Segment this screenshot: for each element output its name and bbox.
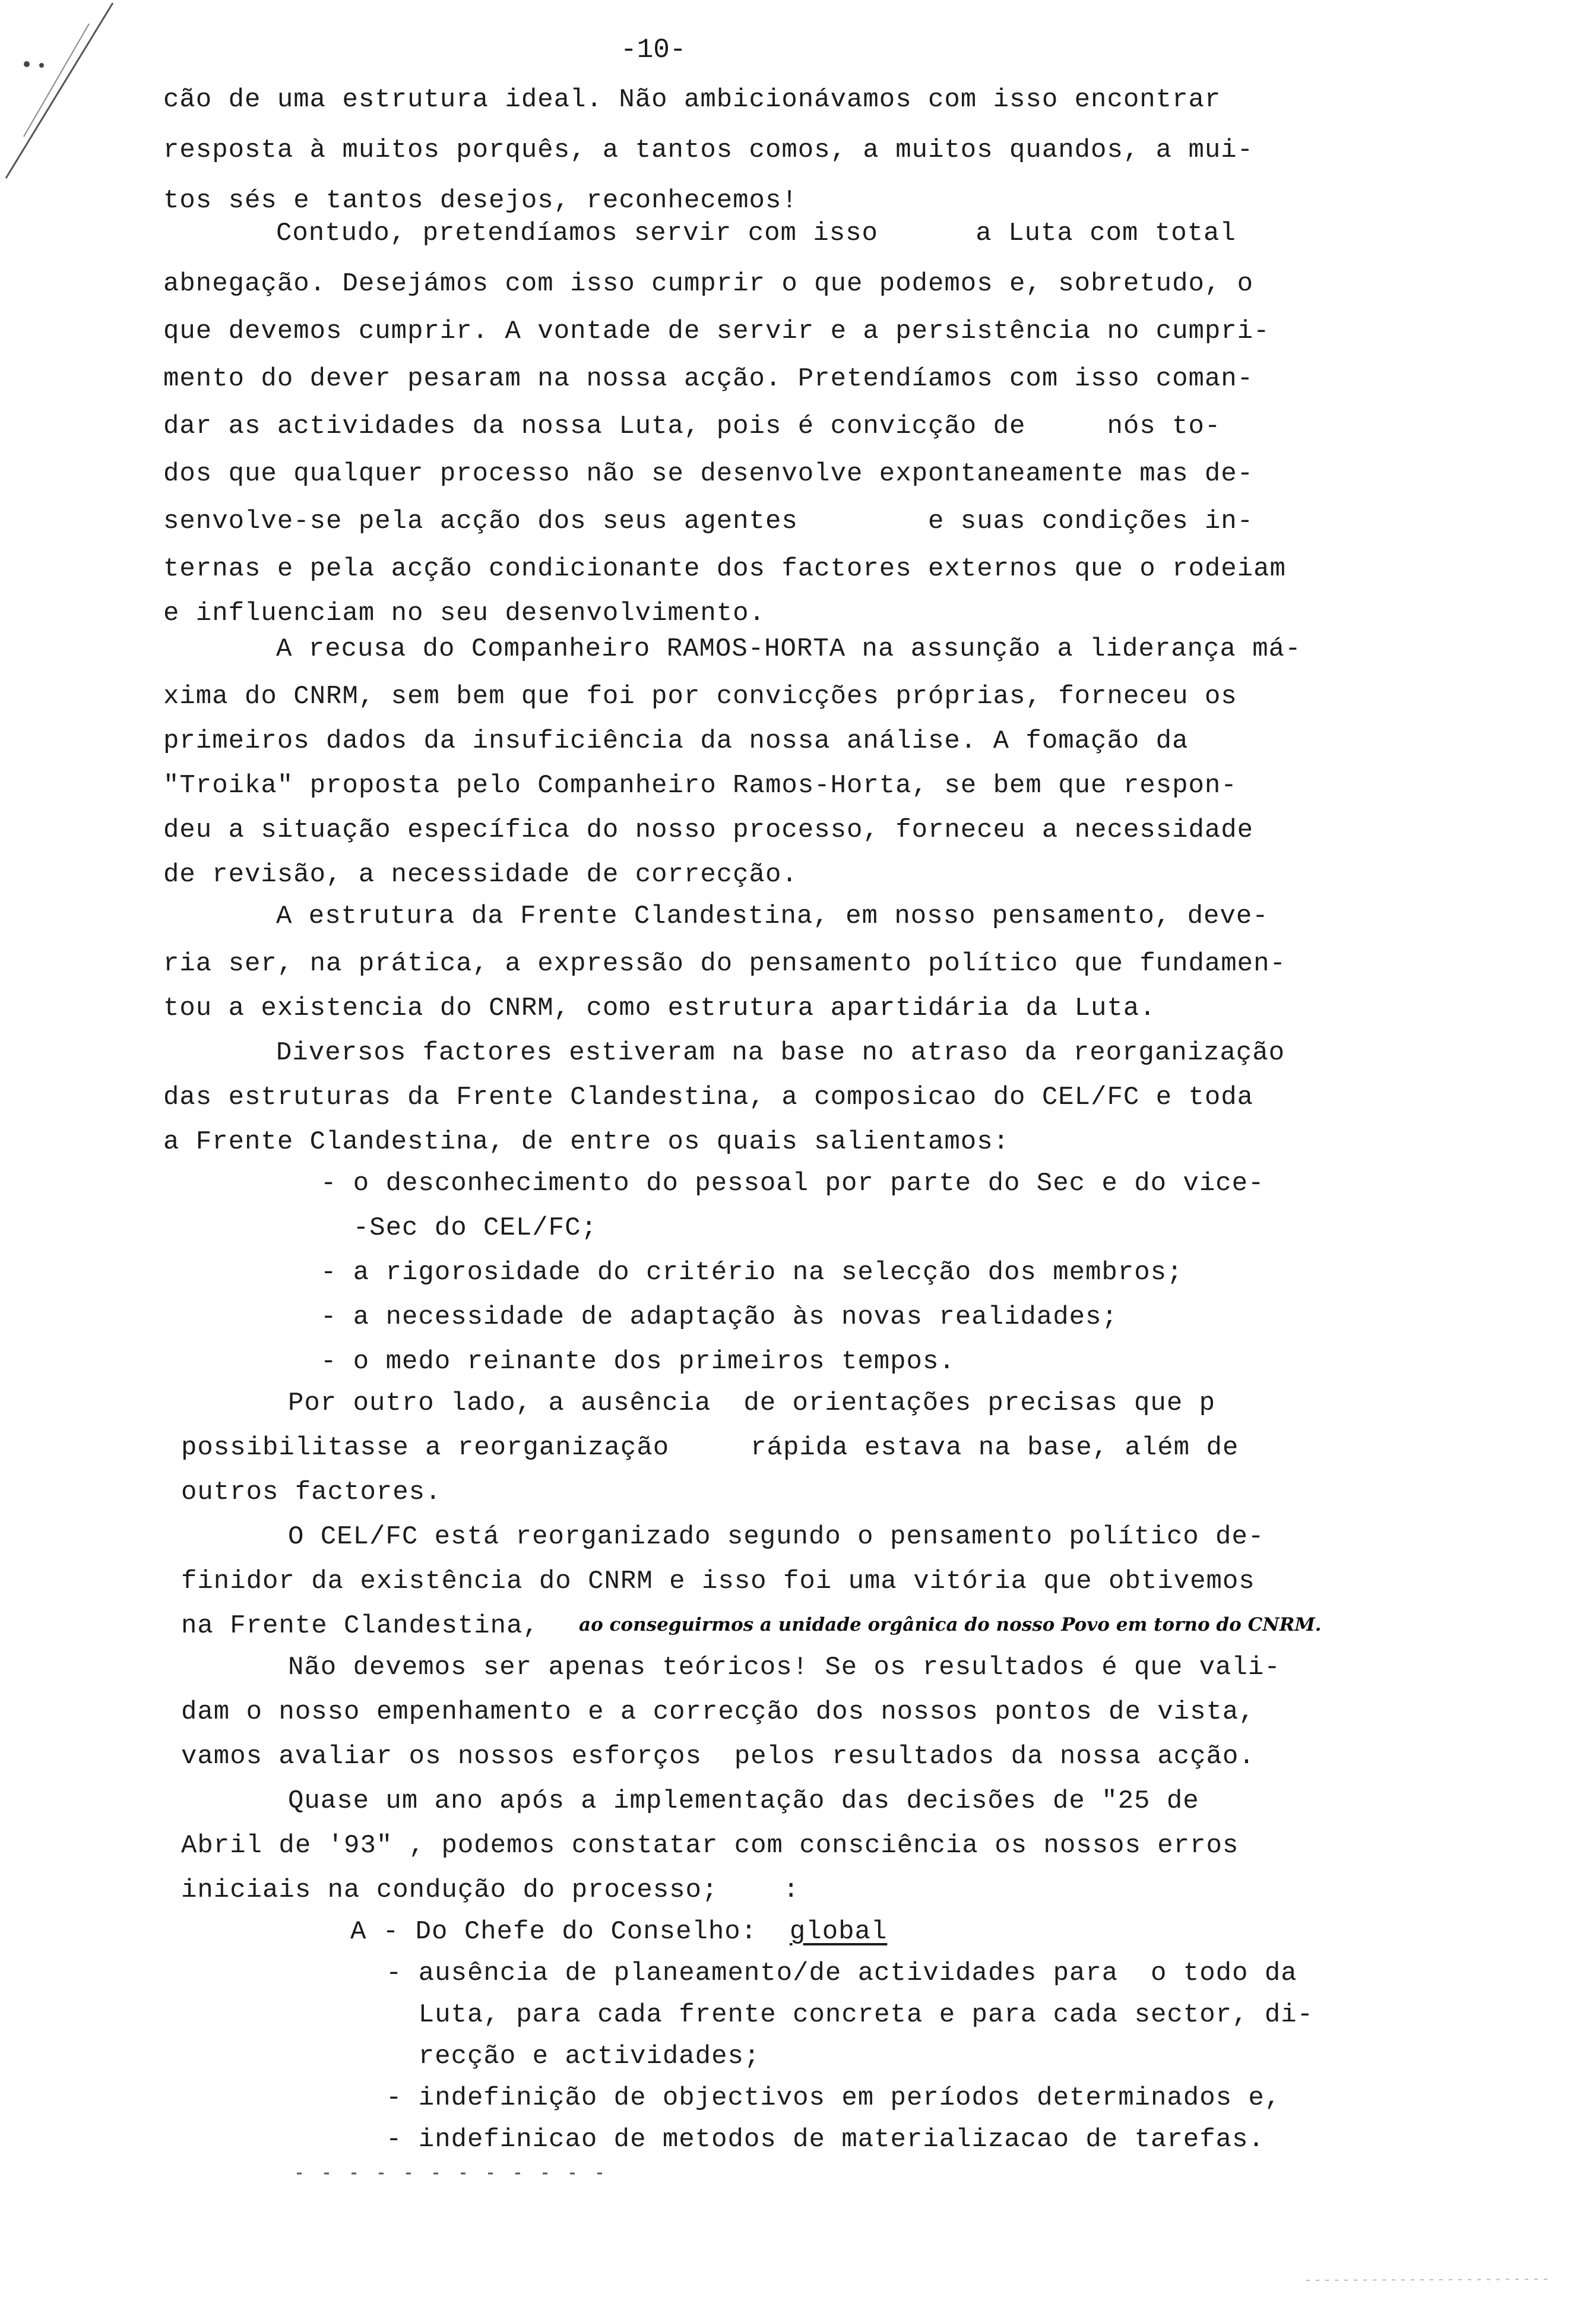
text-line: Abril de '93" , podemos constatar com consciência os nossos erros (181, 1831, 1239, 1861)
text-line: O CEL/FC está reorganizado segundo o pensamento político de- (288, 1522, 1265, 1552)
text-line: xima do CNRM, sem bem que foi por convicções próprias, forneceu os (163, 682, 1237, 711)
text-line: Não devemos ser apenas teóricos! Se os resultados é que vali- (288, 1653, 1281, 1682)
text-line: cão de uma estrutura ideal. Não ambicionávamos com isso encontrar (163, 85, 1221, 115)
text-line: finidor da existência do CNRM e isso foi uma vitória que obtivemos (181, 1567, 1255, 1596)
page-number: -10- (620, 34, 686, 65)
list-item: recção e actividades; (386, 2042, 761, 2071)
text-line: Contudo, pretendíamos servir com isso a Luta com total (276, 219, 1236, 248)
section-heading: A - Do Chefe do Conselho: global (350, 1917, 888, 1947)
text-line: resposta à muitos porquês, a tantos comos, a muitos quandos, a mui- (163, 135, 1254, 165)
text-line: que devemos cumprir. A vontade de servir e a persistência no cumpri- (163, 317, 1270, 346)
text-line: Diversos factores estiveram na base no atraso da reorganização (276, 1038, 1285, 1068)
text-line: senvolve-se pela acção dos seus agentes e suas condições in- (163, 507, 1254, 536)
list-item: - indefinicao de metodos de materializacao de tarefas. (386, 2125, 1265, 2154)
text-line: ria ser, na prática, a expressão do pensamento político que fundamen- (163, 949, 1286, 979)
text-line: tos sés e tantos desejos, reconhecemos! (163, 186, 798, 216)
text-line: e influenciam no seu desenvolvimento. (163, 599, 765, 628)
list-item: - ausência de planeamento/de actividades para o todo da (386, 1959, 1297, 1988)
text-line: dam o nosso empenhamento e a correcção dos nossos pontos de vista, (181, 1697, 1255, 1727)
text-line: Quase um ano após a implementação das decisões de "25 de (288, 1786, 1199, 1816)
text-line: a Frente Clandestina, de entre os quais salientamos: (163, 1127, 1010, 1157)
section-heading-global: global (789, 1917, 888, 1947)
scan-mark-bottom (1306, 2268, 1556, 2292)
text-line: Por outro lado, a ausência de orientações precisas que p (288, 1388, 1216, 1418)
text-line: mento do dever pesaram na nossa acção. Pretendíamos com isso coman- (163, 364, 1254, 394)
text-line: de revisão, a necessidade de correcção. (163, 860, 798, 890)
text-line: "Troika" proposta pelo Companheiro Ramos-Horta, se bem que respon- (163, 771, 1237, 801)
text-line: A recusa do Companheiro RAMOS-HORTA na assunção a liderança má- (276, 634, 1302, 664)
text-line: abnegação. Desejámos com isso cumprir o que podemos e, sobretudo, o (163, 269, 1254, 299)
list-item: - indefinição de objectivos em períodos determinados e, (386, 2083, 1281, 2113)
list-item: - a rigorosidade do critério na selecção dos membros; (321, 1258, 1183, 1287)
list-item: Luta, para cada frente concreta e para cada sector, di- (386, 2000, 1314, 2030)
text-line: ternas e pela acção condicionante dos factores externos que o rodeiam (163, 554, 1286, 584)
text-line: possibilitasse a reorganização rápida estava na base, além de (181, 1433, 1239, 1463)
list-item: -Sec do CEL/FC; (321, 1213, 597, 1243)
text-line: dar as actividades da nossa Luta, pois é convicção de nós to- (163, 412, 1221, 441)
text-line: primeiros dados da insuficiência da nossa análise. A fomação da (163, 726, 1189, 756)
list-item: - a necessidade de adaptação às novas realidades; (321, 1302, 1118, 1332)
text-line: vamos avaliar os nossos esforços pelos resultados da nossa acção. (181, 1742, 1255, 1771)
text-line: iniciais na condução do processo; : (181, 1875, 800, 1905)
text-line: tou a existencia do CNRM, como estrutura apartidária da Luta. (163, 994, 1156, 1023)
text-line: A estrutura da Frente Clandestina, em nosso pensamento, deve- (276, 901, 1269, 931)
handwritten-annotation: ao conseguirmos a unidade orgânica do nosso Povo em torno do CNRM. (579, 1614, 1322, 1635)
list-item: - o medo reinante dos primeiros tempos. (321, 1347, 955, 1377)
list-item: - o desconhecimento do pessoal por parte do Sec e do vice- (321, 1169, 1265, 1198)
text-line: outros factores. (181, 1477, 442, 1507)
text-line: dos que qualquer processo não se desenvolve expontaneamente mas de- (163, 459, 1254, 489)
scan-mark-footer (297, 2162, 629, 2185)
scan-mark-corner (0, 0, 131, 190)
text-line: das estruturas da Frente Clandestina, a composicao do CEL/FC e toda (163, 1083, 1254, 1112)
text-line: deu a situação específica do nosso processo, forneceu a necessidade (163, 815, 1254, 845)
text-line: na Frente Clandestina, (181, 1611, 539, 1641)
